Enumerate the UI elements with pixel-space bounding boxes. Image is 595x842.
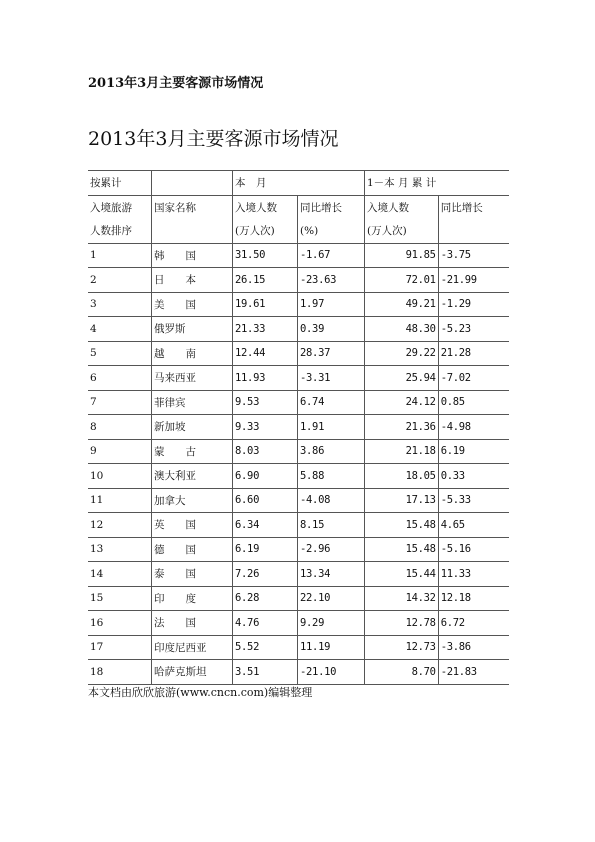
- rank-cell: 8: [88, 415, 152, 440]
- ytd-visitors-cell: 15.48: [365, 537, 439, 562]
- country-cell: 蒙 古: [152, 439, 233, 464]
- header-empty: [152, 171, 233, 196]
- ytd-growth-cell: -5.16: [438, 537, 509, 562]
- ytd-growth-cell: -21.83: [438, 660, 509, 685]
- header-row-1: [88, 171, 509, 196]
- table-row: [88, 635, 509, 660]
- country-cell: 德 国: [152, 537, 233, 562]
- table-row: [88, 415, 509, 440]
- table-row: [88, 464, 509, 489]
- ytd-visitors-cell: 25.94: [365, 366, 439, 391]
- rank-cell: 13: [88, 537, 152, 562]
- header-rank-line2: 入境旅游: [90, 201, 132, 214]
- month-visitors-cell: 26.15: [233, 268, 298, 293]
- header-ytd-growth: 同比增长: [438, 195, 509, 219]
- ytd-visitors-cell: 91.85: [365, 243, 439, 268]
- country-cell: 日 本: [152, 268, 233, 293]
- ytd-visitors-cell: 15.48: [365, 513, 439, 538]
- country-cell: 法 国: [152, 611, 233, 636]
- source-market-table: [88, 170, 509, 685]
- country-cell: 越 南: [152, 341, 233, 366]
- month-growth-cell: -4.08: [298, 488, 365, 513]
- rank-cell: 4: [88, 317, 152, 342]
- country-cell: 韩 国: [152, 243, 233, 268]
- ytd-visitors-cell: 21.18: [365, 439, 439, 464]
- table-row: [88, 488, 509, 513]
- country-cell: 泰 国: [152, 562, 233, 587]
- rank-cell: 2: [88, 268, 152, 293]
- month-growth-cell: 28.37: [298, 341, 365, 366]
- header-ytd-group: 1－本 月 累 计: [365, 171, 439, 196]
- table-row: [88, 292, 509, 317]
- ytd-growth-cell: -1.29: [438, 292, 509, 317]
- ytd-growth-cell: -4.98: [438, 415, 509, 440]
- ytd-visitors-cell: 48.30: [365, 317, 439, 342]
- rank-cell: 10: [88, 464, 152, 489]
- header-month-group: 本 月: [233, 171, 298, 196]
- rank-cell: 7: [88, 390, 152, 415]
- month-visitors-cell: 6.19: [233, 537, 298, 562]
- ytd-growth-cell: -3.86: [438, 635, 509, 660]
- header-month-growth: 同比增长: [298, 195, 365, 219]
- table-row: [88, 562, 509, 587]
- ytd-growth-cell: 6.72: [438, 611, 509, 636]
- header-rank-line3: 人数排序: [88, 219, 152, 243]
- ytd-visitors-cell: 72.01: [365, 268, 439, 293]
- rank-cell: 14: [88, 562, 152, 587]
- table-row: [88, 586, 509, 611]
- ytd-growth-cell: 11.33: [438, 562, 509, 587]
- header-country: 国家名称: [152, 195, 233, 219]
- header-rank-line1: 按累计: [88, 171, 152, 196]
- month-growth-cell: -2.96: [298, 537, 365, 562]
- month-growth-cell: 13.34: [298, 562, 365, 587]
- table-row: [88, 341, 509, 366]
- table-row: [88, 513, 509, 538]
- country-cell: 哈萨克斯坦: [152, 660, 233, 685]
- country-cell: 印 度: [152, 586, 233, 611]
- month-growth-cell: -1.67: [298, 243, 365, 268]
- ytd-growth-cell: -5.33: [438, 488, 509, 513]
- rank-cell: 5: [88, 341, 152, 366]
- ytd-visitors-cell: 17.13: [365, 488, 439, 513]
- table-row: [88, 537, 509, 562]
- rank-cell: 12: [88, 513, 152, 538]
- ytd-growth-cell: -21.99: [438, 268, 509, 293]
- rank-cell: 17: [88, 635, 152, 660]
- month-growth-cell: 11.19: [298, 635, 365, 660]
- month-growth-cell: 6.74: [298, 390, 365, 415]
- ytd-visitors-cell: 21.36: [365, 415, 439, 440]
- country-cell: 美 国: [152, 292, 233, 317]
- header-empty: [438, 219, 509, 243]
- ytd-visitors-cell: 12.73: [365, 635, 439, 660]
- rank-cell: 16: [88, 611, 152, 636]
- header-month-growth-unit: (%): [298, 219, 365, 243]
- month-visitors-cell: 6.90: [233, 464, 298, 489]
- month-visitors-cell: 21.33: [233, 317, 298, 342]
- country-cell: 加拿大: [152, 488, 233, 513]
- ytd-growth-cell: 6.19: [438, 439, 509, 464]
- month-growth-cell: -3.31: [298, 366, 365, 391]
- header-row-3: [88, 219, 509, 243]
- table-row: [88, 317, 509, 342]
- month-growth-cell: 9.29: [298, 611, 365, 636]
- month-visitors-cell: 4.76: [233, 611, 298, 636]
- month-visitors-cell: 6.28: [233, 586, 298, 611]
- country-cell: 印度尼西亚: [152, 635, 233, 660]
- header-empty: [152, 219, 233, 243]
- header-ytd-visitors-unit: (万人次): [365, 219, 439, 243]
- country-cell: 菲律宾: [152, 390, 233, 415]
- rank-cell: 18: [88, 660, 152, 685]
- month-growth-cell: 8.15: [298, 513, 365, 538]
- ytd-growth-cell: 0.33: [438, 464, 509, 489]
- header-month-group-span: [298, 171, 365, 196]
- table-row: [88, 611, 509, 636]
- month-visitors-cell: 6.60: [233, 488, 298, 513]
- month-visitors-cell: 5.52: [233, 635, 298, 660]
- month-visitors-cell: 11.93: [233, 366, 298, 391]
- month-growth-cell: -23.63: [298, 268, 365, 293]
- page-heading: 2013年3月主要客源市场情况: [88, 76, 264, 91]
- table-row: [88, 390, 509, 415]
- table-row: [88, 660, 509, 685]
- table-row: [88, 366, 509, 391]
- month-visitors-cell: 12.44: [233, 341, 298, 366]
- ytd-visitors-cell: 29.22: [365, 341, 439, 366]
- country-cell: 俄罗斯: [152, 317, 233, 342]
- month-growth-cell: 3.86: [298, 439, 365, 464]
- table-row: [88, 243, 509, 268]
- month-visitors-cell: 8.03: [233, 439, 298, 464]
- rank-cell: 11: [88, 488, 152, 513]
- header-row-2: [88, 195, 509, 219]
- header-month-visitors: 入境人数: [233, 195, 298, 219]
- header-month-visitors-unit: (万人次): [233, 219, 298, 243]
- ytd-visitors-cell: 49.21: [365, 292, 439, 317]
- rank-cell: 1: [88, 243, 152, 268]
- ytd-visitors-cell: 14.32: [365, 586, 439, 611]
- month-growth-cell: 1.97: [298, 292, 365, 317]
- month-visitors-cell: 31.50: [233, 243, 298, 268]
- month-visitors-cell: 9.33: [233, 415, 298, 440]
- rank-cell: 6: [88, 366, 152, 391]
- table-title: 2013年3月主要客源市场情况: [88, 128, 339, 150]
- country-cell: 澳大利亚: [152, 464, 233, 489]
- header-ytd-visitors: 入境人数: [365, 195, 439, 219]
- footer-note: 本文档由欣欣旅游(www.cncn.com)编辑整理: [88, 686, 313, 699]
- month-growth-cell: 0.39: [298, 317, 365, 342]
- month-growth-cell: 5.88: [298, 464, 365, 489]
- month-growth-cell: 22.10: [298, 586, 365, 611]
- month-visitors-cell: 3.51: [233, 660, 298, 685]
- ytd-growth-cell: -5.23: [438, 317, 509, 342]
- rank-cell: 15: [88, 586, 152, 611]
- table-row: [88, 268, 509, 293]
- ytd-growth-cell: 21.28: [438, 341, 509, 366]
- ytd-growth-cell: -3.75: [438, 243, 509, 268]
- table-row: [88, 439, 509, 464]
- ytd-visitors-cell: 8.70: [365, 660, 439, 685]
- month-growth-cell: -21.10: [298, 660, 365, 685]
- month-growth-cell: 1.91: [298, 415, 365, 440]
- ytd-visitors-cell: 12.78: [365, 611, 439, 636]
- ytd-growth-cell: 4.65: [438, 513, 509, 538]
- month-visitors-cell: 7.26: [233, 562, 298, 587]
- month-visitors-cell: 6.34: [233, 513, 298, 538]
- country-cell: 新加坡: [152, 415, 233, 440]
- ytd-visitors-cell: 18.05: [365, 464, 439, 489]
- ytd-growth-cell: -7.02: [438, 366, 509, 391]
- ytd-growth-cell: 12.18: [438, 586, 509, 611]
- month-visitors-cell: 9.53: [233, 390, 298, 415]
- country-cell: 马来西亚: [152, 366, 233, 391]
- rank-cell: 9: [88, 439, 152, 464]
- rank-cell: 3: [88, 292, 152, 317]
- month-visitors-cell: 19.61: [233, 292, 298, 317]
- ytd-growth-cell: 0.85: [438, 390, 509, 415]
- header-ytd-group-span: [438, 171, 509, 196]
- ytd-visitors-cell: 24.12: [365, 390, 439, 415]
- ytd-visitors-cell: 15.44: [365, 562, 439, 587]
- country-cell: 英 国: [152, 513, 233, 538]
